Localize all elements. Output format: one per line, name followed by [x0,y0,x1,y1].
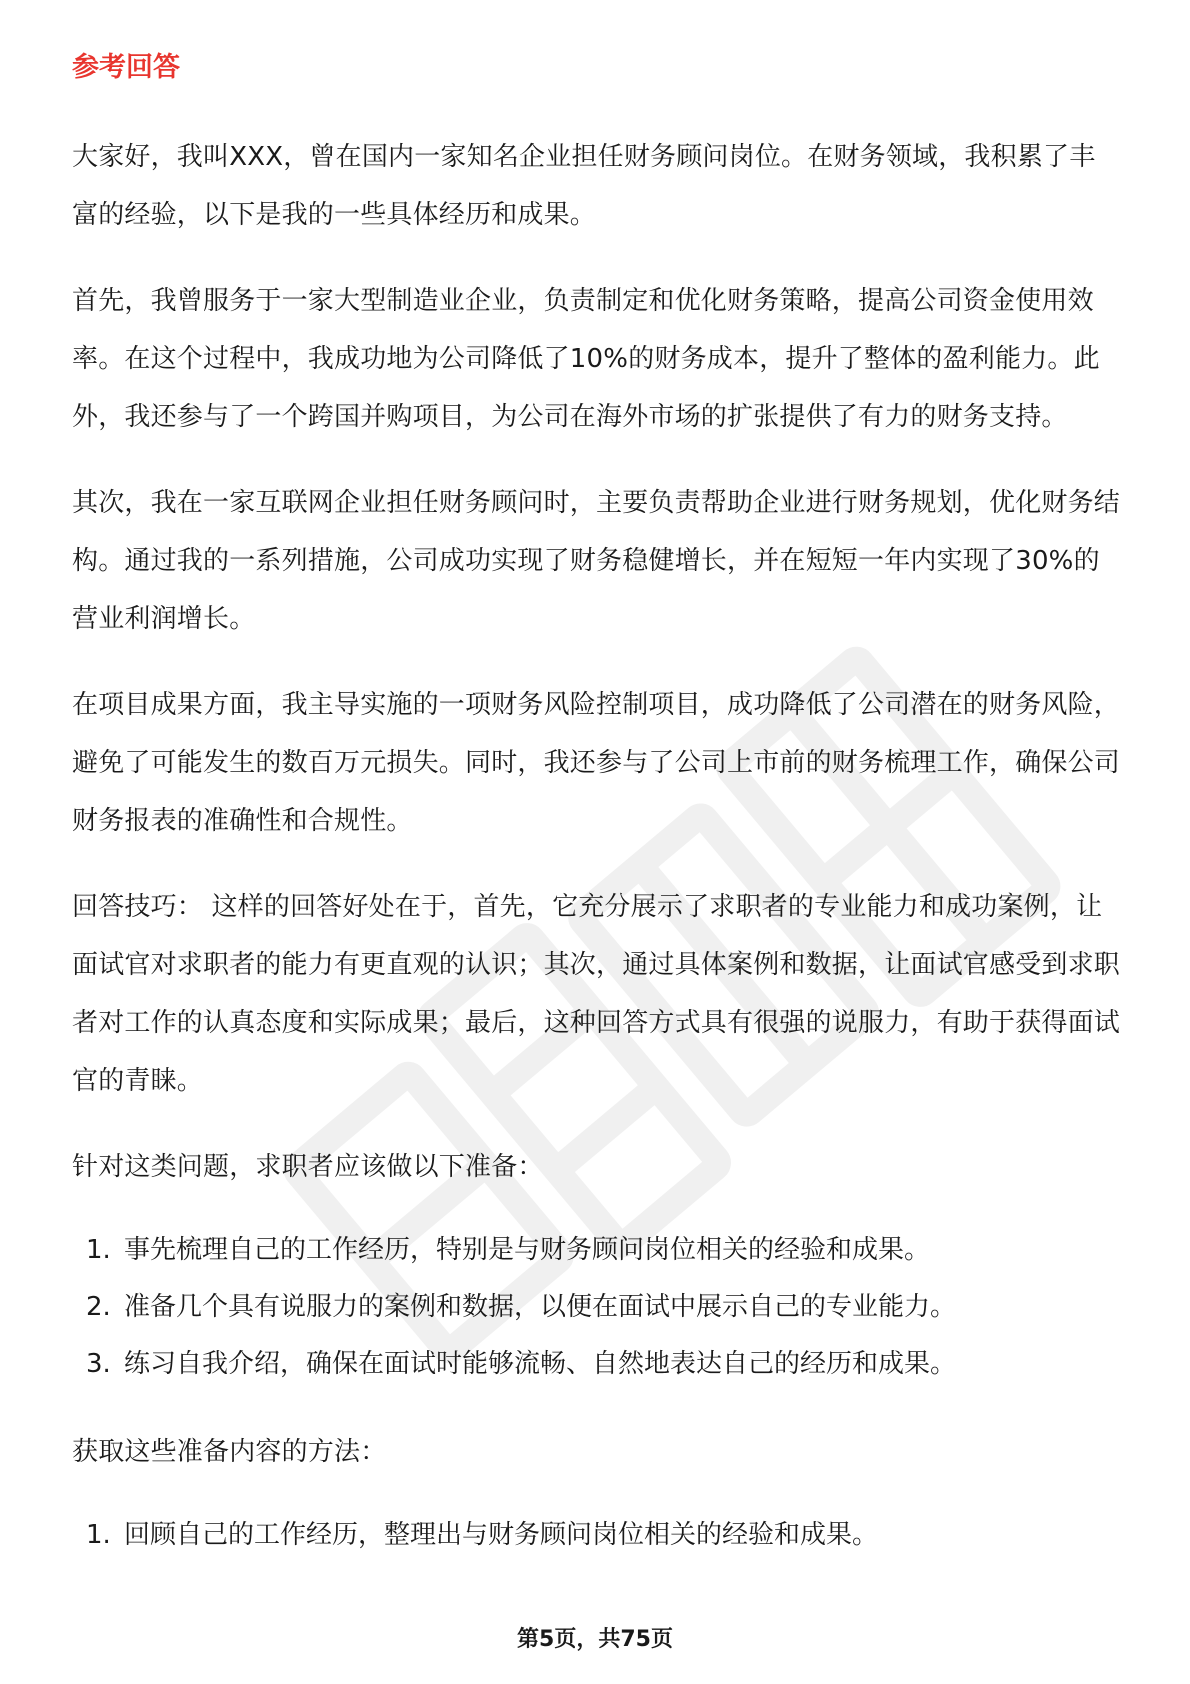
list-number: 3. [86,1349,111,1379]
paragraph-answer-tips: 回答技巧： 这样的回答好处在于，首先，它充分展示了求职者的专业能力和成功案例，让面试官对求职者的能力有更直观的认识；其次，通过具体案例和数据，让面试官感受到求职者对工作的认真态度和实际成果；最后，这种回答方式具有很强的说服力，有助于获得面试官的青睐。 [72,892,1121,1096]
document-body [72,48,1120,1594]
list-item [72,1222,1120,1279]
paragraph-intro: 大家好，我叫XXX，曾在国内一家知名企业担任财务顾问岗位。在财务领域，我积累了丰富的经验，以下是我的一些具体经历和成果。 [72,142,1096,230]
paragraph-method-heading: 获取这些准备内容的方法： [72,1437,387,1467]
list-item-text: 练习自我介绍，确保在面试时能够流畅、自然地表达自己的经历和成果。 [124,1349,957,1379]
list-item-text: 回顾自己的工作经历，整理出与财务顾问岗位相关的经验和成果。 [124,1520,879,1550]
paragraph-second-experience: 其次，我在一家互联网企业担任财务顾问时，主要负责帮助企业进行财务规划，优化财务结构。通过我的一系列措施，公司成功实现了财务稳健增长，并在短短一年内实现了30%的营业利润增长。 [72,488,1121,634]
method-list [72,1507,1120,1564]
paragraph-preparation-intro: 针对这类问题，求职者应该做以下准备： [72,1152,544,1182]
list-number: 2. [86,1292,111,1322]
list-item [72,1507,1120,1564]
list-number: 1. [86,1520,111,1550]
list-item [72,1336,1120,1393]
paragraph-first-experience: 首先，我曾服务于一家大型制造业企业，负责制定和优化财务策略，提高公司资金使用效率。在这个过程中，我成功地为公司降低了10%的财务成本，提升了整体的盈利能力。此外，我还参与了一个跨国并购项目，为公司在海外市场的扩张提供了有力的财务支持。 [72,286,1100,432]
paragraph-project-results: 在项目成果方面，我主导实施的一项财务风险控制项目，成功降低了公司潜在的财务风险，避免了可能发生的数百万元损失。同时，我还参与了公司上市前的财务梳理工作，确保公司财务报表的准确性和合规性。 [72,690,1121,836]
page-number-footer: 第5页，共75页 [517,1627,673,1652]
list-number: 1. [86,1235,111,1265]
preparation-list [72,1222,1120,1393]
list-item [72,1279,1120,1336]
section-title: 参考回答 [72,52,180,83]
list-item-text: 事先梳理自己的工作经历，特别是与财务顾问岗位相关的经验和成果。 [124,1235,931,1265]
list-item-text: 准备几个具有说服力的案例和数据，以便在面试中展示自己的专业能力。 [124,1292,957,1322]
